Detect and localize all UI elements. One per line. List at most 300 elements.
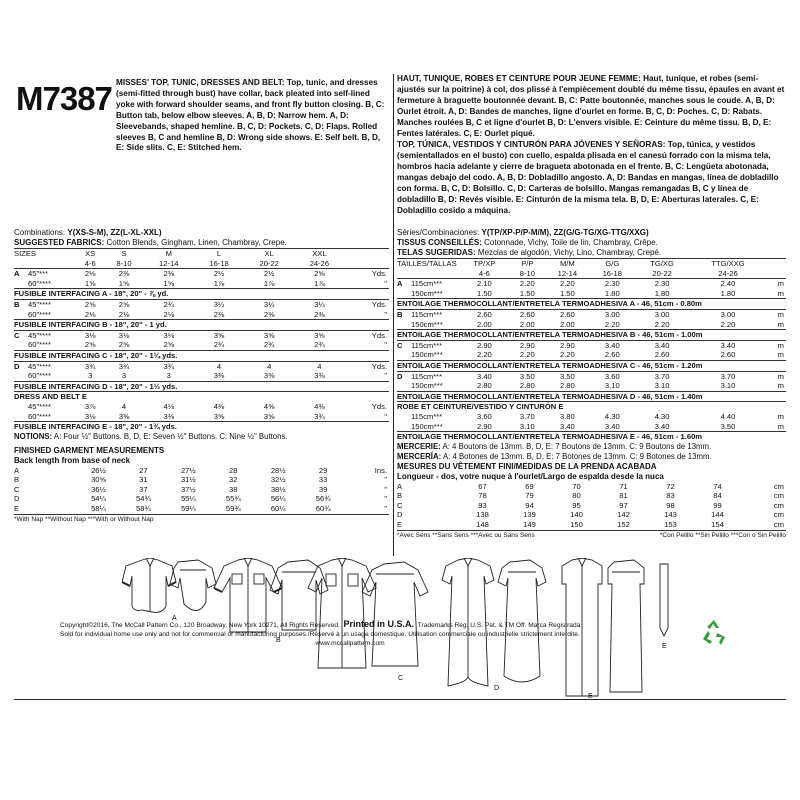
interfacing-row: FUSIBLE INTERFACING E - 18", 20" - 1¾ yds. xyxy=(14,422,389,432)
finished-value: 152 xyxy=(617,520,630,530)
pattern-envelope-back xyxy=(14,74,786,714)
finished-value: 31½ xyxy=(180,475,196,485)
finished-unit: cm xyxy=(773,510,784,520)
yardage-value: 3.10 xyxy=(604,381,620,391)
fabric-width: 115cm*** xyxy=(411,340,459,350)
yardage-value: 3.10 xyxy=(654,381,670,391)
yardage-value: 2⅜ xyxy=(104,269,143,279)
yardage-unit: m xyxy=(777,350,784,360)
yardage-unit: m xyxy=(777,411,784,421)
finished-value: 148 xyxy=(476,520,489,530)
copyright-footer xyxy=(60,620,780,648)
size-number: 20-22 xyxy=(259,258,279,268)
yardage-value: 3¼ xyxy=(194,299,244,309)
view-letter: B xyxy=(14,475,20,485)
interfacing-row: FUSIBLE INTERFACING D - 18", 20" - 1½ yds. xyxy=(14,381,389,392)
yardage-value: 2.20 xyxy=(476,350,492,360)
finished-row xyxy=(14,466,389,476)
finished-value: 27½ xyxy=(180,465,196,475)
finished-row xyxy=(397,501,786,511)
yardage-value: 3.00 xyxy=(689,309,766,319)
size-number: 12-14 xyxy=(557,268,578,278)
size-name: G/G xyxy=(590,259,635,269)
finished-row xyxy=(14,504,389,514)
finished-value: 94 xyxy=(525,500,534,510)
view-letter: A xyxy=(397,279,411,289)
finished-value: 79 xyxy=(525,491,534,501)
yardage-value: 4.40 xyxy=(720,411,736,421)
yardage-value: 3⅞ xyxy=(84,401,96,411)
description-english: MISSES' TOP, TUNIC, DRESSES AND BELT: Top, tunic, and dresses (semi-fitted through bust) have collar, back pleated into self-lined yoke with forward shoulder seams, and front fly button closing. B, C: Button tab, below elbow sleeves. A, B, D: Narrow hem. A, D: Sleevebands, shaped hemline. B, C, D: Pockets. C, D: Flaps. Rolled sleeves B, C and hemline B, D: Wrong side shows. E: Self belt. B, D, E: Side slits. C, E: Stitched hem. xyxy=(116,78,385,153)
yardage-value: 1.50 xyxy=(476,288,492,298)
view-letter: D xyxy=(14,361,28,371)
fabric-width: 45"**** xyxy=(28,361,76,371)
finished-value: 143 xyxy=(664,510,677,520)
nap-footnote-spanish: *Con Pelillo **Sin Pelillo ***Con o Sin Pelillo xyxy=(659,531,786,539)
yardage-value: 2¾ xyxy=(263,340,275,350)
fabric-width: 60"**** xyxy=(28,371,51,381)
yardage-value: 2.20 xyxy=(545,279,590,289)
yardage-value: 3⅛ xyxy=(84,411,96,421)
finished-value: 74 xyxy=(713,481,722,491)
yardage-unit: m xyxy=(767,371,786,381)
finished-measurements-table-metric xyxy=(397,482,786,530)
yardage-value: 3⅜ xyxy=(163,411,175,421)
yardage-table-english xyxy=(14,248,389,432)
yardage-value: 2.40 xyxy=(689,279,766,289)
yardage-value: 3 xyxy=(88,371,93,381)
yardage-value: 2.00 xyxy=(559,319,575,329)
finished-value: 56¾ xyxy=(315,494,331,504)
yardage-unit: " xyxy=(384,411,387,421)
view-letter: B xyxy=(397,309,411,319)
finished-value: 154 xyxy=(711,520,724,530)
view-letter: D xyxy=(397,510,403,520)
combinations-value: Y(XS-S-M), ZZ(L-XL-XXL) xyxy=(67,228,162,237)
yardage-value: 2⅝ xyxy=(76,299,104,309)
finished-value: 69 xyxy=(525,481,534,491)
yardage-value: 2⅛ xyxy=(76,269,104,279)
yardage-value: 2.80 xyxy=(559,381,575,391)
yardage-value: 2.90 xyxy=(545,340,590,350)
finished-value: 138 xyxy=(476,510,489,520)
yardage-value: 3.80 xyxy=(559,411,575,421)
fabric-width: 45"*** xyxy=(28,269,76,279)
fabric-width: 60"**** xyxy=(28,340,51,350)
view-letter xyxy=(14,279,28,289)
view-letter: C xyxy=(397,500,403,510)
size-number: 16-18 xyxy=(209,258,229,268)
mercerie xyxy=(397,442,786,452)
yardage-value: 3.70 xyxy=(689,371,766,381)
yardage-value: 3¼ xyxy=(294,299,344,309)
telas-value: Mezclas de algodón, Vichy, Lino, Chambray, Crepé. xyxy=(477,248,662,257)
yardage-value: 2.90 xyxy=(510,340,545,350)
yardage-value: 3⅜ xyxy=(118,411,130,421)
printed-in-usa: Printed in U.S.A. xyxy=(343,619,415,629)
notions-label: NOTIONS: xyxy=(14,431,53,441)
finished-unit: " xyxy=(384,494,387,504)
finished-value: 56¼ xyxy=(270,494,286,504)
finished-row xyxy=(14,485,389,495)
finished-measurements-subtitle-fr-es: Longueur - dos, votre nuque à l'ourlet/Largo de espalda desde la nuca xyxy=(397,471,664,481)
yardage-value: 2⅜ xyxy=(144,269,194,279)
section-row: DRESS AND BELT E xyxy=(14,392,389,402)
yardage-row xyxy=(14,361,389,371)
yardage-unit: " xyxy=(384,309,387,319)
yardage-value: 2.60 xyxy=(545,309,590,319)
yardage-value: 2.00 xyxy=(519,319,535,329)
interfacing-row: ENTOILAGE THERMOCOLLANT/ENTRETELA TERMOADHESIVA A - 46, 51cm - 0.80m xyxy=(397,299,786,310)
yardage-value: 4 xyxy=(121,401,127,411)
size-name: TG/XG xyxy=(635,259,690,269)
interfacing-row: FUSIBLE INTERFACING A - 18", 20" - ⅞ yd. xyxy=(14,289,389,300)
yardage-row xyxy=(14,310,389,320)
size-name: TP/XP xyxy=(459,259,510,269)
column-divider xyxy=(393,74,394,556)
sold-for-home-use: Sold for individual home use only and not for commercial or manufacturing purposes./Réservé à un usage domestique. Utilisation commerciale ou industrielle strictement interdite. xyxy=(60,631,580,638)
yardage-unit: m xyxy=(777,288,784,298)
yardage-value: 3.50 xyxy=(720,421,736,431)
finished-value: 60¼ xyxy=(270,504,286,514)
yardage-value: 2¾ xyxy=(213,340,225,350)
fabric-width: 150cm*** xyxy=(411,288,443,298)
finished-value: 39 xyxy=(318,484,328,494)
yardage-value: 3.70 xyxy=(635,371,690,381)
interfacing-row: FUSIBLE INTERFACING C - 18", 20" - 1¼ yds. xyxy=(14,350,389,361)
finished-value: 98 xyxy=(666,500,675,510)
size-number: 12-14 xyxy=(159,258,179,268)
view-letter: B xyxy=(397,491,403,501)
finished-value: 72 xyxy=(666,481,675,491)
finished-value: 30⅝ xyxy=(91,475,106,485)
yardage-unit: Yds. xyxy=(345,330,389,340)
yardage-row xyxy=(14,279,389,289)
yardage-unit: m xyxy=(767,309,786,319)
yardage-value: 1.80 xyxy=(654,288,670,298)
finished-value: 139 xyxy=(523,510,536,520)
yardage-value: 2½ xyxy=(244,269,294,279)
view-letter xyxy=(397,412,411,422)
size-name: P/P xyxy=(510,259,545,269)
yardage-value: 3⅛ xyxy=(144,330,194,340)
yardage-value: 3⅝ xyxy=(244,330,294,340)
finished-value: 67 xyxy=(478,481,487,491)
yardage-value: 2.30 xyxy=(590,279,635,289)
size-name: XL xyxy=(244,249,294,259)
fabrics-value: Cotton Blends, Gingham, Linen, Chambray, Crepe. xyxy=(106,238,287,247)
trademark-text: Trademarks Reg. U.S. Pat. & TM Off. Marca Registrada xyxy=(417,622,581,629)
combinations-label-fr-es: Séries/Combinaciones: xyxy=(397,228,480,237)
yardage-value: 1.80 xyxy=(720,288,736,298)
finished-value: 32½ xyxy=(270,475,286,485)
yardage-value: 2¾ xyxy=(314,340,325,350)
finished-value: 80 xyxy=(572,491,581,501)
yardage-value: 4⅜ xyxy=(314,401,325,411)
website-url: www.mccallpattern.com xyxy=(315,640,385,647)
view-letter xyxy=(397,320,411,330)
yardage-value: 3¾ xyxy=(314,411,325,421)
finished-value: 38 xyxy=(229,484,238,494)
finished-unit: " xyxy=(384,484,387,494)
section-row: ROBE ET CEINTURE/VESTIDO Y CINTURÓN E xyxy=(397,402,786,412)
yardage-value: 2⅝ xyxy=(84,340,96,350)
yardage-value: 2.20 xyxy=(519,350,535,360)
finished-value: 28 xyxy=(229,465,238,475)
yardage-unit: m xyxy=(767,340,786,350)
size-number: 8-10 xyxy=(116,258,132,268)
finished-row xyxy=(14,494,389,504)
yardage-row xyxy=(397,340,786,350)
yardage-row xyxy=(397,289,786,299)
fabric-width: 115cm*** xyxy=(411,371,459,381)
view-label-e: E xyxy=(588,693,593,698)
view-letter: A xyxy=(14,465,20,475)
yardage-row xyxy=(14,371,389,381)
finished-value: 37 xyxy=(139,484,148,494)
fabric-width: 115cm*** xyxy=(411,309,459,319)
finished-value: 93 xyxy=(478,500,487,510)
size-number: 20-22 xyxy=(652,268,672,278)
finished-row xyxy=(397,520,786,530)
suggested-fabrics xyxy=(14,238,389,248)
yardage-value: 3.40 xyxy=(689,340,766,350)
size-number: 8-10 xyxy=(519,268,535,278)
yardage-value: 4 xyxy=(244,361,294,371)
fabric-width: 60"**** xyxy=(28,309,51,319)
interfacing-row: FUSIBLE INTERFACING B - 18", 20" - 1 yd. xyxy=(14,320,389,331)
view-letter: C xyxy=(397,340,411,350)
english-header xyxy=(14,74,389,224)
interfacing-row: ENTOILAGE THERMOCOLLANT/ENTRETELA TERMOADHESIVA C - 46, 51cm - 1.20m xyxy=(397,360,786,371)
fabric-width: 150cm*** xyxy=(411,421,443,431)
finished-value: 153 xyxy=(664,520,677,530)
yardage-value: 2.60 xyxy=(654,350,670,360)
finished-value: 27 xyxy=(139,465,148,475)
interfacing-row: ENTOILAGE THERMOCOLLANT/ENTRETELA TERMOADHESIVA D - 46, 51cm - 1.40m xyxy=(397,391,786,402)
yardage-value: 1.80 xyxy=(604,288,620,298)
combinations-value-fr-es: Y(TP/XP-P/P-M/M), ZZ(G/G-TG/XG-TTG/XXG) xyxy=(481,228,649,237)
yardage-value: 2⅜ xyxy=(263,309,275,319)
yardage-value: 3⅝ xyxy=(294,330,344,340)
finished-unit: Ins. xyxy=(374,465,387,475)
yardage-unit: " xyxy=(384,340,387,350)
view-letter: D xyxy=(397,371,411,381)
finished-row xyxy=(397,510,786,520)
yardage-value: 1⅞ xyxy=(263,278,275,288)
yardage-value: 2.20 xyxy=(654,319,670,329)
yardage-value: 1⅞ xyxy=(314,278,325,288)
yardage-value: 2.20 xyxy=(510,279,545,289)
view-letter: B xyxy=(14,299,28,309)
finished-value: 97 xyxy=(619,500,628,510)
yardage-value: 3¾ xyxy=(144,361,194,371)
yardage-row xyxy=(397,371,786,381)
telas-label: TELAS SUGERIDAS: xyxy=(397,248,476,257)
view-letter: A xyxy=(14,269,28,279)
footer-divider xyxy=(14,699,786,700)
yardage-row xyxy=(14,340,389,350)
view-letter xyxy=(397,422,411,432)
finished-value: 54¾ xyxy=(136,494,151,504)
yardage-value: 2⅜ xyxy=(213,309,225,319)
size-name: XS xyxy=(76,249,104,259)
view-label-c: C xyxy=(398,675,404,682)
yardage-unit: m xyxy=(777,421,784,431)
yardage-value: 2.20 xyxy=(720,319,736,329)
finished-value: 33 xyxy=(318,475,328,485)
yardage-value: 1⅝ xyxy=(84,278,96,288)
notions xyxy=(14,432,389,442)
yardage-value: 2.80 xyxy=(519,381,535,391)
finished-value: 37½ xyxy=(180,484,196,494)
view-letter xyxy=(14,310,28,320)
fabric-width: 60"**** xyxy=(28,411,51,421)
description-french: HAUT, TUNIQUE, ROBES ET CEINTURE POUR JEUNE FEMME: Haut, tunique, et robes (semi-ajustés sur la poitrine) à col, dos plissé à l'empiècement doublé du même tissu, épaules en avant et fermeture à braguette boutonnée devant. B, C: Patte boutonnée, manches sous le coude. A, B, D: Ourlet étroit. A, D: Bandes de manches, ligne d'ourlet en forme. B, C, D: Poches. C, D: Rabats. Manches roulées B, C et ligne d'ourlet B, D: L'envers visible. E: Ceinture du même tissu. B, D, E: Fentes latérales. C, E: Ourlet piqué. xyxy=(397,74,785,138)
finished-value: 28½ xyxy=(270,465,286,475)
english-column xyxy=(14,74,389,524)
yardage-value: 2.00 xyxy=(476,319,492,329)
yardage-value: 4⅛ xyxy=(163,401,175,411)
yardage-value: 3.40 xyxy=(459,371,510,381)
yardage-value: 3.50 xyxy=(545,371,590,381)
pattern-number: M7387 xyxy=(16,80,112,117)
yardage-row xyxy=(397,279,786,289)
size-number: 16-18 xyxy=(602,268,623,278)
tissus-value: Cotonnade, Vichy, Toile de lin, Chambray, Crêpe. xyxy=(484,238,658,247)
yardage-value: 2⅝ xyxy=(104,299,143,309)
yardage-value: 3¾ xyxy=(76,361,104,371)
finished-value: 81 xyxy=(619,491,628,501)
yardage-row xyxy=(14,412,389,422)
view-label-a: A xyxy=(172,615,177,622)
finished-measurements-table-english xyxy=(14,466,389,514)
yardage-value: 1.50 xyxy=(519,288,535,298)
yardage-unit: m xyxy=(777,319,784,329)
yardage-value: 2.90 xyxy=(476,421,492,431)
fabrics-label: SUGGESTED FABRICS: xyxy=(14,238,105,247)
yardage-value: 2.20 xyxy=(559,350,575,360)
fabric-width: 45"**** xyxy=(28,299,76,309)
finished-value: 26½ xyxy=(91,465,106,475)
finished-measurements-subtitle: Back length from base of neck xyxy=(14,455,131,465)
nap-footnote-fr-es xyxy=(397,530,786,540)
yardage-value: 3 xyxy=(121,371,127,381)
finished-value: 54¼ xyxy=(91,494,106,504)
yardage-value: 4.30 xyxy=(654,411,670,421)
yardage-value: 2⅝ xyxy=(163,340,175,350)
finished-unit: cm xyxy=(773,481,784,491)
finished-value: 29 xyxy=(318,465,328,475)
finished-value: 55¼ xyxy=(180,494,196,504)
description-spanish: TOP, TÚNICA, VESTIDOS Y CINTURÓN PARA JÓVENES Y SEÑORAS: Top, túnica, y vestidos (semientallados en el busto) con cuello, espalda plisada en el canesú forrado con la misma tela, hombros hacia adelante y cierre de bragueta abotonada en el frente. B, C: Lengüeta abotonada, mangas debajo del codo. A, B, D: Dobladillo angosto. A, D: Bandas en mangas, línea de dobladillo con forma. B, C, D: Bolsillo. C, D: Carteras de bolsillo. Mangas remangadas B, C y línea de dobladillo B, D: Revés visible. E: Cinturón de la misma tela. B, D, E: Aberturas laterales. C, E: Dobladillo cosido a máquina. xyxy=(397,140,779,215)
size-number: 24-26 xyxy=(718,268,738,278)
yardage-value: 3⅛ xyxy=(76,330,104,340)
view-letter xyxy=(397,350,411,360)
yardage-unit: Yds. xyxy=(345,299,389,309)
yardage-value: 2⅛ xyxy=(84,309,96,319)
yardage-value: 3¼ xyxy=(244,299,294,309)
finished-row xyxy=(397,482,786,492)
view-letter: C xyxy=(14,330,28,340)
yardage-value: 2.60 xyxy=(604,350,620,360)
yardage-unit: m xyxy=(767,279,786,289)
finished-value: 142 xyxy=(617,510,630,520)
yardage-value: 3.10 xyxy=(720,381,736,391)
finished-value: 95 xyxy=(572,500,581,510)
fabric-width: 115cm*** xyxy=(411,279,459,289)
yardage-value: 3.00 xyxy=(635,309,690,319)
finished-value: 140 xyxy=(570,510,583,520)
finished-row xyxy=(14,475,389,485)
yardage-value: 2.20 xyxy=(604,319,620,329)
yardage-value: 4⅜ xyxy=(213,401,225,411)
size-name: M xyxy=(144,249,194,259)
finished-measurements-title: FINISHED GARMENT MEASUREMENTS xyxy=(14,445,165,455)
finished-unit: " xyxy=(384,475,387,485)
yardage-value: 3.60 xyxy=(590,371,635,381)
view-label-e-belt: E xyxy=(662,643,667,650)
merceria-label: MERCERÍA: xyxy=(397,451,442,461)
yardage-value: 2.60 xyxy=(720,350,736,360)
yardage-value: 3⅝ xyxy=(263,411,275,421)
fabric-width: 150cm*** xyxy=(411,350,443,360)
yardage-value: 2⅛ xyxy=(163,309,175,319)
yardage-value: 2⅝ xyxy=(294,269,344,279)
yardage-value: 4⅜ xyxy=(263,401,275,411)
yardage-unit: Yds. xyxy=(371,401,387,411)
yardage-value: 4.30 xyxy=(604,411,620,421)
combinations xyxy=(14,228,389,238)
finished-unit: cm xyxy=(773,491,784,501)
yardage-value: 2⅛ xyxy=(118,309,130,319)
finished-unit: cm xyxy=(773,500,784,510)
yardage-table-metric xyxy=(397,258,786,442)
view-letter: E xyxy=(397,520,403,530)
yardage-value: 3¾ xyxy=(104,361,143,371)
yardage-row xyxy=(14,299,389,309)
finished-unit: cm xyxy=(773,520,784,530)
view-letter: C xyxy=(14,484,20,494)
finished-value: 84 xyxy=(713,491,722,501)
yardage-value: 2.90 xyxy=(459,340,510,350)
fabric-width: 45"**** xyxy=(28,401,51,411)
finished-value: 59¾ xyxy=(225,504,241,514)
finished-value: 78 xyxy=(478,491,487,501)
yardage-value: 3.50 xyxy=(510,371,545,381)
yardage-value: 3⅜ xyxy=(213,371,225,381)
yardage-value: 2⅜ xyxy=(314,309,325,319)
interfacing-row: ENTOILAGE THERMOCOLLANT/ENTRETELA TERMOADHESIVA B - 46, 51cm - 1.00m xyxy=(397,330,786,341)
tissus-label: TISSUS CONSEILLÉS: xyxy=(397,238,482,247)
yardage-row xyxy=(397,350,786,360)
view-letter xyxy=(397,381,411,391)
yardage-row xyxy=(14,269,389,279)
yardage-row xyxy=(14,330,389,340)
mercerie-value: A: 4 Boutons de 13mm. B, D, E: 7 Boutons de 13mm. C: 9 Boutons de 13mm. xyxy=(442,441,712,451)
view-c-front-sketch xyxy=(308,558,376,668)
finished-value: 32 xyxy=(229,475,238,485)
fabric-width: 60"**** xyxy=(28,278,51,288)
merceria-value: A: 4 Botones de 13mm. B, D, E: 7 Botones de 13mm. C: 9 Botones de 13mm. xyxy=(442,451,712,461)
yardage-value: 2.60 xyxy=(510,309,545,319)
merceria xyxy=(397,452,786,462)
fabric-width: 45"**** xyxy=(28,330,76,340)
finished-value: 55¾ xyxy=(225,494,241,504)
yardage-value: 3.60 xyxy=(476,411,492,421)
yardage-value: 4 xyxy=(194,361,244,371)
yardage-value: 3⅛ xyxy=(104,330,143,340)
